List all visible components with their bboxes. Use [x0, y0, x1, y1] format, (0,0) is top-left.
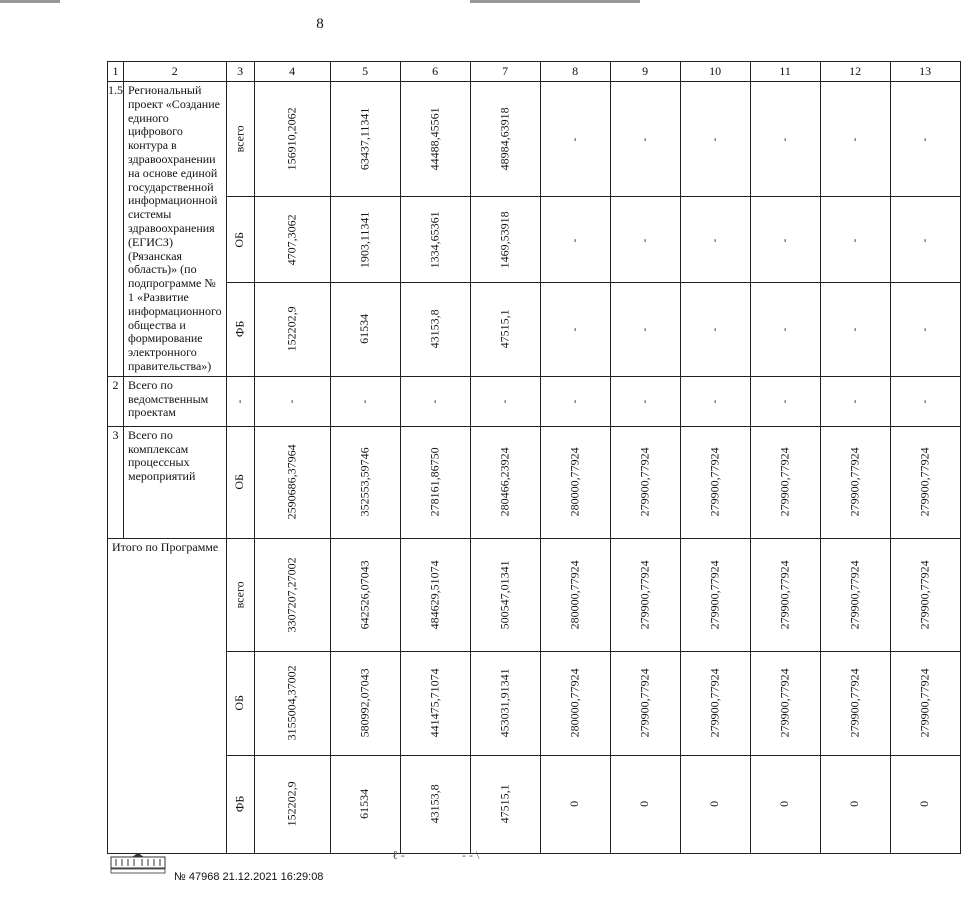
amount-cell	[400, 282, 470, 376]
cell-value: -	[568, 137, 581, 142]
cell-value: 0	[847, 801, 862, 808]
cell-value: 352553,59746	[357, 447, 372, 517]
cell-value: 484629,51074	[427, 560, 442, 630]
row-number: 3	[108, 426, 124, 538]
cell-value: -	[708, 399, 721, 404]
amount-cell	[330, 197, 400, 283]
cell-value: -	[848, 399, 861, 404]
amount-cell	[680, 82, 750, 197]
amount-cell	[820, 651, 890, 755]
amount-cell	[540, 82, 610, 197]
amount-cell	[680, 282, 750, 376]
amount-cell	[400, 426, 470, 538]
total-title: Итого по Программе	[108, 538, 227, 853]
amount-cell	[750, 197, 820, 283]
row-title: Всего по ведомственным проектам	[124, 376, 227, 426]
cell-value: 279900,77924	[777, 668, 792, 738]
cell-value: 43153,8	[427, 784, 442, 824]
cell-value: 279900,77924	[637, 447, 652, 517]
scan-artifact	[470, 0, 640, 3]
amount-cell	[254, 755, 330, 853]
amount-cell	[820, 376, 890, 426]
cell-value: 0	[777, 801, 792, 808]
page-number: 8	[316, 16, 324, 32]
amount-cell	[750, 755, 820, 853]
amount-cell	[890, 197, 960, 283]
cell-value: 61534	[357, 789, 372, 820]
cell-value: 152202,9	[284, 781, 299, 827]
table-row	[108, 426, 961, 538]
cell-value: 279900,77924	[847, 668, 862, 738]
amount-cell	[470, 197, 540, 283]
cell-value: 279900,77924	[637, 668, 652, 738]
column-header: 7	[470, 62, 540, 82]
cell-value: 279900,77924	[777, 447, 792, 517]
column-header: 5	[330, 62, 400, 82]
cell-value: -	[498, 399, 511, 404]
cell-value: 279900,77924	[847, 447, 862, 517]
total-row	[108, 755, 961, 853]
amount-cell	[820, 197, 890, 283]
cell-value: -	[778, 399, 791, 404]
cell-value: 0	[567, 801, 582, 808]
column-header: 2	[124, 62, 227, 82]
cell-value: 44488,45561	[427, 107, 442, 171]
cell-value: 279900,77924	[917, 560, 932, 630]
amount-cell	[400, 651, 470, 755]
cell-value: ОБ	[232, 231, 247, 248]
amount-cell	[750, 282, 820, 376]
amount-cell	[610, 282, 680, 376]
amount-cell	[890, 538, 960, 651]
cell-value: 279900,77924	[707, 560, 722, 630]
amount-cell	[330, 755, 400, 853]
amount-cell	[610, 538, 680, 651]
cell-value: 61534	[357, 314, 372, 345]
cell-value: 1469,53918	[497, 211, 512, 269]
cell-value: 0	[917, 801, 932, 808]
amount-cell	[680, 426, 750, 538]
cell-value: 279900,77924	[847, 560, 862, 630]
amount-cell	[470, 376, 540, 426]
amount-cell	[820, 538, 890, 651]
amount-cell	[400, 82, 470, 197]
cell-value: 48984,63918	[497, 107, 512, 171]
cell-value: 1334,65361	[427, 211, 442, 269]
total-row	[108, 538, 961, 651]
cell-value: -	[848, 328, 861, 332]
cell-value: -	[285, 399, 298, 404]
cell-value: -	[708, 137, 721, 142]
amount-cell	[610, 755, 680, 853]
column-header: 3	[226, 62, 254, 82]
amount-cell	[540, 426, 610, 538]
cell-value: 4707,3062	[284, 214, 299, 266]
amount-cell	[540, 538, 610, 651]
amount-cell	[610, 651, 680, 755]
cell-value: 279900,77924	[707, 668, 722, 738]
cell-value: 47515,1	[497, 784, 512, 824]
table-row	[108, 82, 961, 197]
amount-cell	[540, 282, 610, 376]
cell-value: 580992,07043	[357, 668, 372, 738]
funding-source	[226, 651, 254, 755]
cell-value: -	[638, 238, 651, 242]
cell-value: 279900,77924	[917, 447, 932, 517]
amount-cell	[820, 426, 890, 538]
cell-value: -	[638, 399, 651, 404]
document-registration: № 47968 21.12.2021 16:29:08	[174, 871, 324, 883]
row-title: Региональный проект «Создание единого цифрового контура в здравоохранении на основе единой государственной информационной системы здравоохранения (ЕГИСЗ) (Рязанская область)» (по подпрограмме № 1 «Развитие информационного общества и формирование электронного правительства»)	[124, 82, 227, 377]
cell-value: 63437,11341	[357, 107, 372, 171]
amount-cell	[470, 538, 540, 651]
cell-value: -	[778, 328, 791, 332]
cell-value: -	[358, 399, 371, 404]
funding-source	[226, 376, 254, 426]
column-header: 12	[820, 62, 890, 82]
column-header: 6	[400, 62, 470, 82]
amount-cell	[820, 82, 890, 197]
funding-source	[226, 282, 254, 376]
amount-cell	[470, 755, 540, 853]
cell-value: -	[568, 238, 581, 242]
cell-value: -	[918, 238, 931, 242]
cell-value: -	[918, 137, 931, 142]
cell-value: 156910,2062	[284, 107, 299, 171]
amount-cell	[890, 82, 960, 197]
amount-cell	[400, 755, 470, 853]
cell-value: 280466,23924	[497, 447, 512, 517]
table-row	[108, 376, 961, 426]
amount-cell	[890, 376, 960, 426]
column-header: 9	[610, 62, 680, 82]
cell-value: ФБ	[232, 796, 247, 813]
amount-cell	[750, 376, 820, 426]
amount-cell	[820, 282, 890, 376]
cell-value: 1903,11341	[357, 211, 372, 268]
cell-value: 43153,8	[427, 309, 442, 349]
amount-cell	[540, 197, 610, 283]
cell-value: 500547,01341	[497, 560, 512, 630]
amount-cell	[680, 755, 750, 853]
amount-cell	[750, 538, 820, 651]
amount-cell	[330, 282, 400, 376]
cell-value: ФБ	[232, 321, 247, 338]
amount-cell	[330, 376, 400, 426]
header-row	[108, 62, 961, 82]
cell-value: 278161,86750	[427, 447, 442, 517]
amount-cell	[890, 282, 960, 376]
row-title: Всего по комплексам процессных мероприятий	[124, 426, 227, 538]
amount-cell	[400, 376, 470, 426]
column-header: 11	[750, 62, 820, 82]
amount-cell	[254, 651, 330, 755]
scan-artifact	[0, 0, 60, 3]
amount-cell	[400, 538, 470, 651]
cell-value: ОБ	[232, 474, 247, 491]
cell-value: -	[233, 399, 246, 404]
amount-cell	[750, 82, 820, 197]
column-header: 8	[540, 62, 610, 82]
amount-cell	[470, 651, 540, 755]
cell-value: -	[568, 399, 581, 404]
cell-value: -	[848, 238, 861, 242]
column-header: 13	[890, 62, 960, 82]
amount-cell	[470, 82, 540, 197]
handwritten-mark: ℓ -	[392, 848, 405, 862]
amount-cell	[254, 376, 330, 426]
cell-value: -	[638, 328, 651, 332]
amount-cell	[330, 426, 400, 538]
cell-value: 441475,71074	[427, 668, 442, 738]
cell-value: 280000,77924	[567, 560, 582, 630]
amount-cell	[680, 376, 750, 426]
amount-cell	[750, 651, 820, 755]
table-row	[108, 282, 961, 376]
row-number: 1.5	[108, 82, 124, 377]
cell-value: -	[708, 238, 721, 242]
column-header: 10	[680, 62, 750, 82]
cell-value: 280000,77924	[567, 668, 582, 738]
cell-value: -	[568, 328, 581, 332]
cell-value: 47515,1	[497, 309, 512, 349]
cell-value: 279900,77924	[917, 668, 932, 738]
amount-cell	[680, 197, 750, 283]
column-header: 4	[254, 62, 330, 82]
cell-value: 280000,77924	[567, 447, 582, 517]
amount-cell	[540, 755, 610, 853]
table-row	[108, 197, 961, 283]
total-row	[108, 651, 961, 755]
funding-source	[226, 426, 254, 538]
funding-source	[226, 82, 254, 197]
amount-cell	[610, 426, 680, 538]
cell-value: -	[918, 328, 931, 332]
cell-value: ОБ	[232, 695, 247, 712]
amount-cell	[680, 538, 750, 651]
cell-value: 279900,77924	[707, 447, 722, 517]
amount-cell	[610, 376, 680, 426]
amount-cell	[610, 197, 680, 283]
amount-cell	[330, 651, 400, 755]
amount-cell	[680, 651, 750, 755]
cell-value: 0	[637, 801, 652, 808]
cell-value: 642526,07043	[357, 560, 372, 630]
amount-cell	[330, 538, 400, 651]
amount-cell	[540, 376, 610, 426]
amount-cell	[890, 426, 960, 538]
amount-cell	[890, 755, 960, 853]
cell-value: -	[708, 328, 721, 332]
amount-cell	[400, 197, 470, 283]
cell-value: 3155004,37002	[284, 665, 299, 741]
cell-value: -	[778, 238, 791, 242]
stamp-logo	[110, 852, 166, 874]
cell-value: 152202,9	[284, 306, 299, 352]
amount-cell	[330, 82, 400, 197]
amount-cell	[254, 538, 330, 651]
cell-value: всего	[232, 125, 247, 153]
row-number: 2	[108, 376, 124, 426]
amount-cell	[254, 282, 330, 376]
amount-cell	[254, 426, 330, 538]
cell-value: 279900,77924	[637, 560, 652, 630]
funding-source	[226, 538, 254, 651]
amount-cell	[750, 426, 820, 538]
cell-value: 0	[707, 801, 722, 808]
amount-cell	[610, 82, 680, 197]
cell-value: 453031,91341	[497, 668, 512, 738]
amount-cell	[254, 197, 330, 283]
cell-value: 3307207,27002	[284, 557, 299, 633]
cell-value: всего	[232, 581, 247, 609]
handwritten-mark: - - \	[462, 848, 480, 862]
cell-value: -	[778, 137, 791, 142]
column-header: 1	[108, 62, 124, 82]
cell-value: -	[918, 399, 931, 404]
amount-cell	[470, 282, 540, 376]
amount-cell	[890, 651, 960, 755]
amount-cell	[820, 755, 890, 853]
funding-source	[226, 755, 254, 853]
amount-cell	[254, 82, 330, 197]
cell-value: -	[428, 399, 441, 404]
amount-cell	[540, 651, 610, 755]
cell-value: 2590686,37964	[284, 444, 299, 520]
amount-cell	[470, 426, 540, 538]
cell-value: -	[638, 137, 651, 142]
funding-source	[226, 197, 254, 283]
budget-table	[107, 61, 961, 854]
cell-value: -	[848, 137, 861, 142]
cell-value: 279900,77924	[777, 560, 792, 630]
